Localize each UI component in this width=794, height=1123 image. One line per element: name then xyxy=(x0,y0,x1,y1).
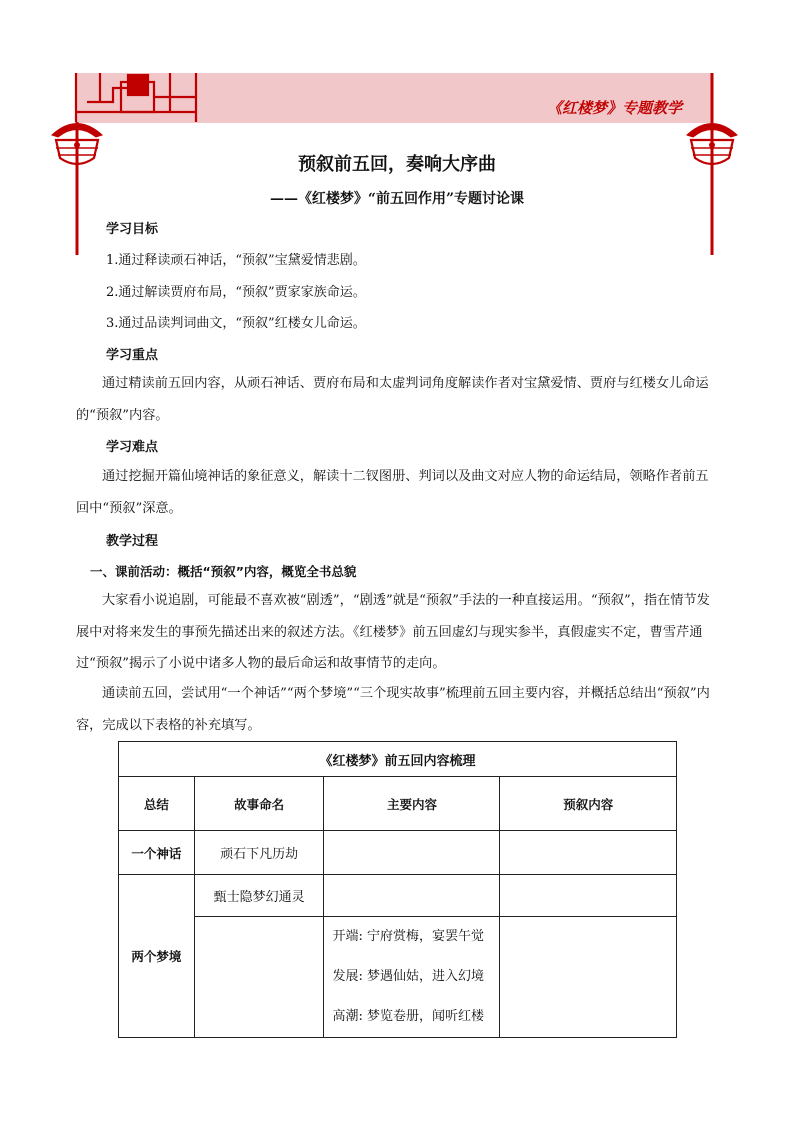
table-caption: 《红楼梦》前五回内容梳理 xyxy=(119,742,677,777)
row-story[interactable] xyxy=(194,917,324,1038)
row-foreshadow[interactable] xyxy=(500,831,677,875)
process-heading: 教学过程 xyxy=(106,534,159,549)
process-paragraph-2: 通读前五回，尝试用“一个神话”“两个梦境”“三个现实故事”梳理前五回主要内容，并概括总结出“预叙”内容，完成以下表格的补充填写。 xyxy=(76,686,710,733)
activity-heading: 一、课前活动：概括“预叙”内容，概览全书总貌 xyxy=(90,564,357,579)
table-row xyxy=(119,831,677,875)
row-content[interactable] xyxy=(324,875,500,917)
row-foreshadow[interactable] xyxy=(500,875,677,917)
objective-item: 2.通过解读贾府布局，“预叙”贾家家族命运。 xyxy=(106,285,366,300)
row-content xyxy=(324,917,500,1038)
difficulties-heading: 学习难点 xyxy=(106,440,159,455)
row-content[interactable] xyxy=(324,831,500,875)
objective-item: 1.通过释读顽石神话，“预叙”宝黛爱情悲剧。 xyxy=(106,253,366,268)
row-summary: 两个梦境 xyxy=(119,875,195,1038)
row-story: 顽石下凡历劫 xyxy=(194,831,324,875)
process-paragraph-1: 大家看小说追剧，可能最不喜欢被“剧透”，“剧透”就是“预叙”手法的一种直接运用。“预叙”，指在情节发展中对将来发生的事预先描述出来的叙述方法。《红楼梦》前五回虚幻与现实参半，真假虚实不定，曹雪芹通过“预叙”揭示了小说中诸多人物的最后命运和故事情节的走向。 xyxy=(76,593,710,671)
page-subtitle: ——《红楼梦》“前五回作用”专题讨论课 xyxy=(269,191,525,207)
table-header: 总结 xyxy=(119,777,195,831)
row-foreshadow[interactable] xyxy=(500,917,677,1038)
content-line: 发展: 梦遇仙姑，进入幻境 xyxy=(332,969,484,984)
page-title: 预叙前五回，奏响大序曲 xyxy=(298,154,496,175)
row-summary: 一个神话 xyxy=(119,831,195,875)
key-points-heading: 学习重点 xyxy=(106,348,159,363)
table-header-row xyxy=(119,777,677,831)
difficulties-text: 通过挖掘开篇仙境神话的象征意义，解读十二钗图册、判词以及曲文对应人物的命运结局，领略作者前五回中“预叙”深意。 xyxy=(76,469,709,516)
table-header: 预叙内容 xyxy=(500,777,677,831)
key-points-text: 通过精读前五回内容，从顽石神话、贾府布局和太虚判词角度解读作者对宝黛爱情、贾府与红楼女儿命运的“预叙”内容。 xyxy=(76,376,709,423)
objective-item: 3.通过品读判词曲文，“预叙”红楼女儿命运。 xyxy=(106,316,366,331)
objectives-heading: 学习目标 xyxy=(106,222,159,237)
table-header: 故事命名 xyxy=(194,777,324,831)
table-header: 主要内容 xyxy=(324,777,500,831)
table-row xyxy=(119,917,677,1038)
content-line: 高潮: 梦览卷册，闻听红楼 xyxy=(332,1009,484,1024)
content-line: 开端: 宁府赏梅，宴罢午觉 xyxy=(332,929,484,944)
row-story: 甄士隐梦幻通灵 xyxy=(194,875,324,917)
series-title: 《红楼梦》专题教学 xyxy=(546,99,682,117)
table-row xyxy=(119,875,677,917)
content-table xyxy=(118,741,677,1038)
